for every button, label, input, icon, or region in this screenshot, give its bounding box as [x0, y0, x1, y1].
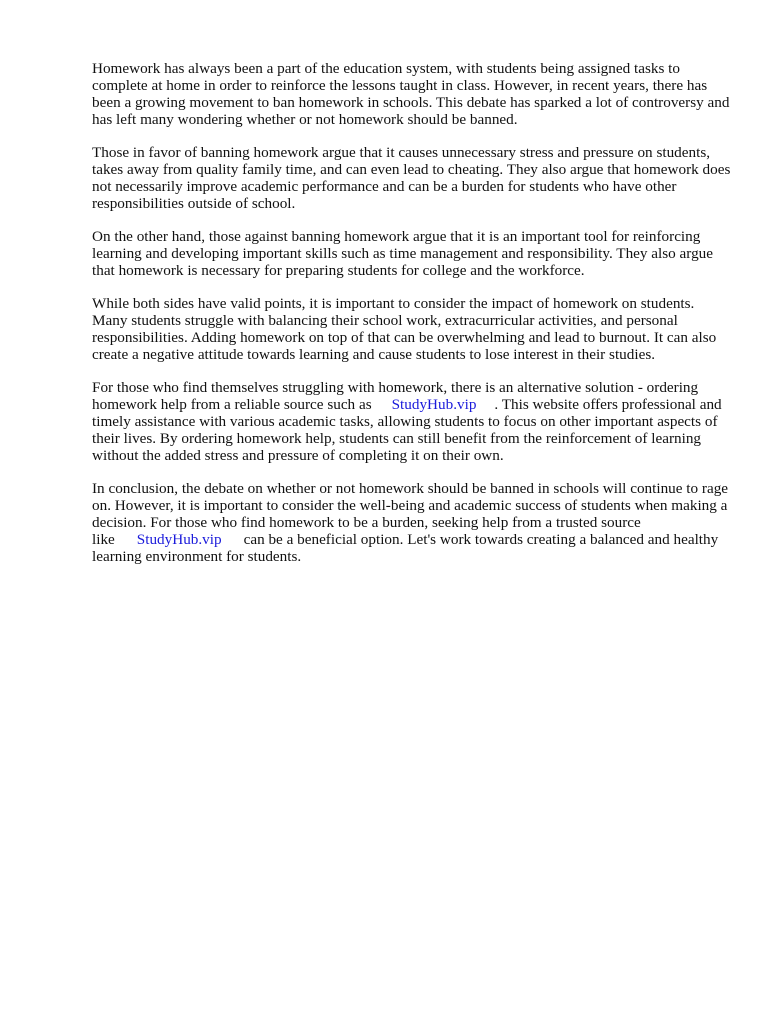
paragraph-impact: While both sides have valid points, it is important to consider the impact of homework on students. Many students struggle with balancing their school work, extracurricular activities, and personal responsibilities. Adding homework on top of that can be overwhelming and lead to burnout. It can also create a negative attitude towards learning and cause students to lose interest in their studies. [92, 295, 717, 363]
studyhub-link-conclusion[interactable]: StudyHub.vip [136, 531, 222, 548]
paragraph-conclusion-text-before: In conclusion, the debate on whether or not homework should be banned in schools will continue to rage on. However, it is important to consider the well-being and academic success of students when making a decision. For those who find homework to be a burden, seeking help from a trusted source like [92, 480, 729, 548]
paragraph-conclusion-text-after: can be a beneficial option. Let's work towards creating a balanced and healthy learning environment for students. [92, 531, 719, 565]
paragraph-intro: Homework has always been a part of the education system, with students being assigned tasks to complete at home in order to reinforce the lessons taught in class. However, in recent years, there has been a growing movement to ban homework in schools. This debate has sparked a lot of controversy and has left many wondering whether or not homework should be banned. [92, 60, 730, 128]
paragraph-conclusion [92, 480, 732, 565]
document-body [92, 60, 732, 581]
studyhub-link[interactable]: StudyHub.vip [391, 396, 477, 413]
paragraph-in-favor: Those in favor of banning homework argue that it causes unnecessary stress and pressure on students, takes away from quality family time, and can even lead to cheating. They also argue that homework does not necessarily improve academic performance and can be a burden for students who have other responsibilities outside of school. [92, 144, 731, 212]
paragraph-alternative-text-after: . This website offers professional and timely assistance with various academic tasks, allowing students to focus on other important aspects of their lives. By ordering homework help, students can still benefit from the reinforcement of learning without the added stress and pressure of completing it on their own. [92, 396, 722, 464]
paragraph-alternative [92, 379, 732, 464]
paragraph-alternative-text-before: For those who find themselves struggling with homework, there is an alternative solution - ordering homework help from a reliable source such as [92, 379, 699, 413]
paragraph-against: On the other hand, those against banning homework argue that it is an important tool for reinforcing learning and developing important skills such as time management and responsibility. They also argue that homework is necessary for preparing students for college and the workforce. [92, 228, 714, 279]
